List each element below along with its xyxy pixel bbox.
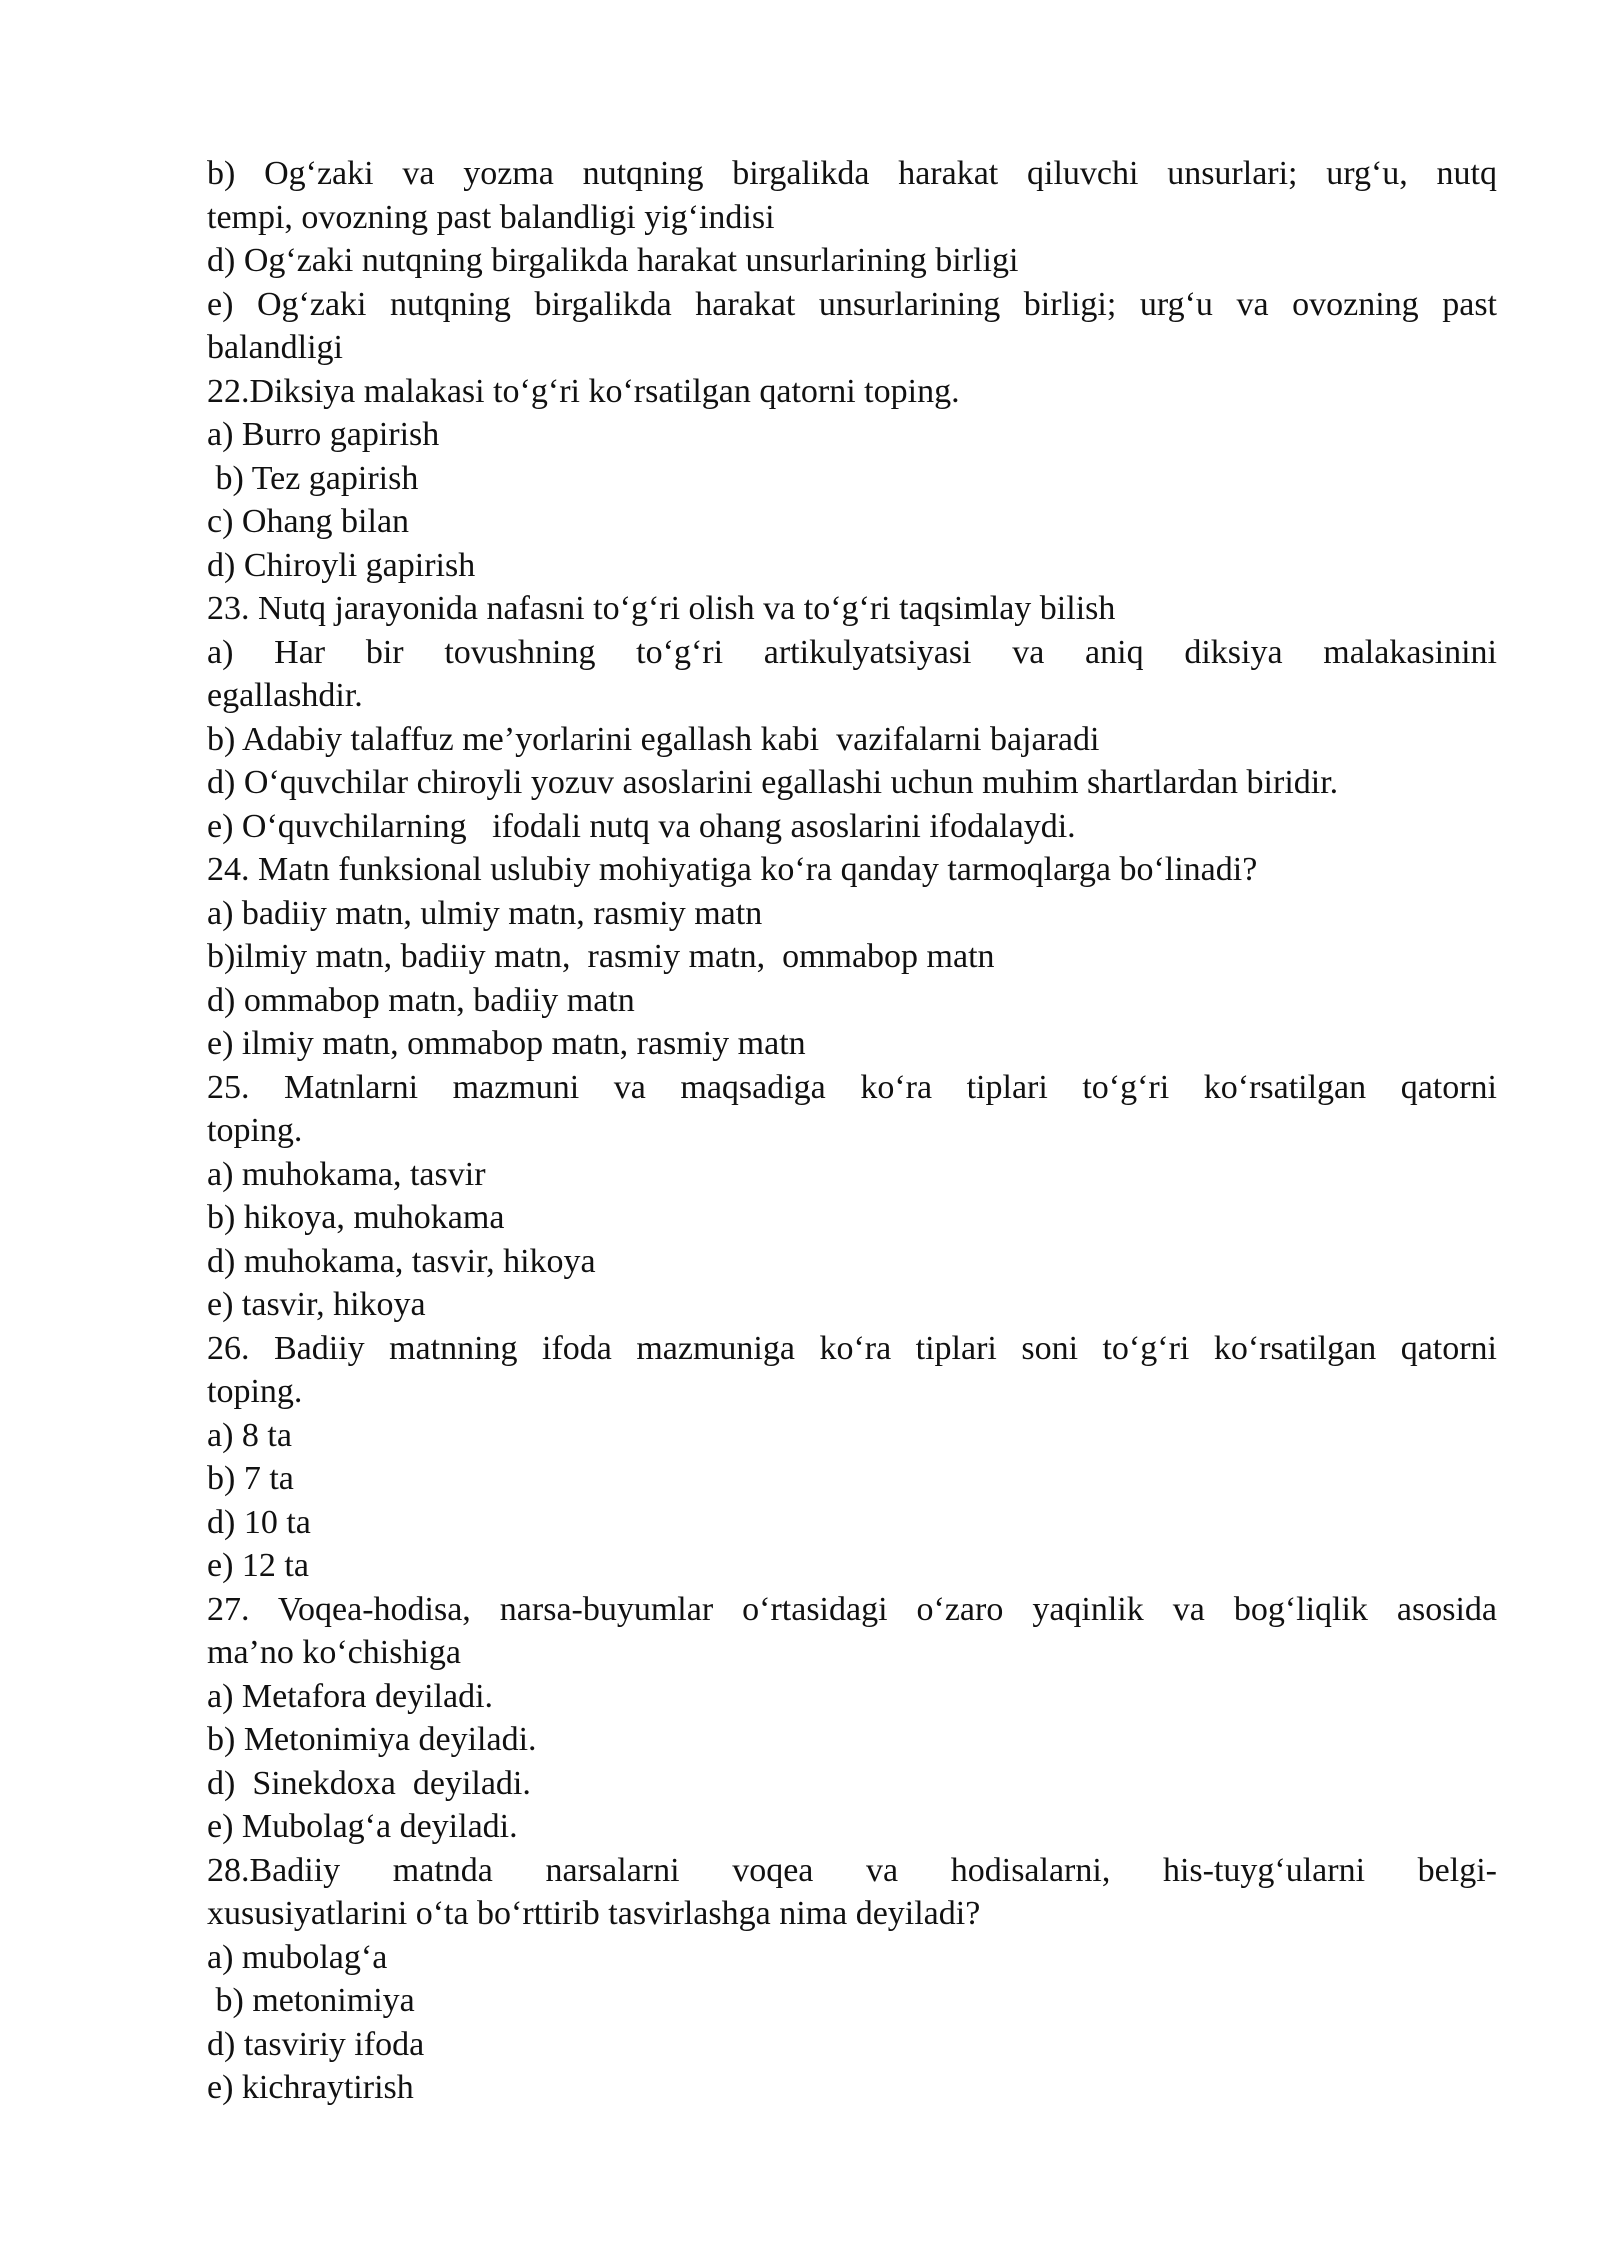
text-line: balandligi xyxy=(207,329,343,366)
text-line: a) 8 ta xyxy=(207,1416,292,1454)
text-line: a) badiiy matn, ulmiy matn, rasmiy matn xyxy=(207,894,763,932)
text-line: b) Og‘zaki va yozma nutqning birgalikda harakat qiluvchi unsurlari; urg‘u, nutq xyxy=(207,155,1497,192)
text-line: e) Mubolag‘a deyiladi. xyxy=(207,1808,518,1845)
text-line: ma’no ko‘chishiga xyxy=(207,1634,461,1671)
text-line: e) Og‘zaki nutqning birgalikda harakat unsurlarining birligi; urg‘u va ovozning past xyxy=(207,285,1497,323)
text-line: 25. Matnlarni mazmuni va maqsadiga ko‘ra tiplari to‘g‘ri ko‘rsatilgan qatorni xyxy=(207,1068,1497,1106)
text-line: 22.Diksiya malakasi to‘g‘ri ko‘rsatilgan qatorni toping. xyxy=(207,372,960,410)
text-line: e) kichraytirish xyxy=(207,2069,414,2106)
text-line: xususiyatlarini o‘ta bo‘rttirib tasvirlashga nima deyiladi? xyxy=(207,1895,981,1932)
text-line: d) Chiroyli gapirish xyxy=(207,546,476,584)
text-line: e) tasvir, hikoya xyxy=(207,1286,426,1323)
text-line: d) muhokama, tasvir, hikoya xyxy=(207,1242,596,1280)
text-line: b) Adabiy talaffuz me’yorlarini egallash kabi vazifalarni bajaradi xyxy=(207,720,1100,758)
text-line: b) Tez gapirish xyxy=(207,459,419,497)
text-line: e) ilmiy matn, ommabop matn, rasmiy matn xyxy=(207,1025,806,1062)
text-line: e) O‘quvchilarning ifodali nutq va ohang asoslarini ifodalaydi. xyxy=(207,807,1076,845)
text-line: 28.Badiiy matnda narsalarni voqea va hodisalarni, his-tuyg‘ularni belgi- xyxy=(207,1851,1497,1889)
text-line: d) 10 ta xyxy=(207,1503,311,1541)
text-line: 27. Voqea-hodisa, narsa-buyumlar o‘rtasidagi o‘zaro yaqinlik va bog‘liqlik asosida xyxy=(207,1590,1497,1628)
text-line: a) muhokama, tasvir xyxy=(207,1155,486,1193)
text-line: tempi, ovozning past balandligi yig‘indisi xyxy=(207,198,775,236)
text-line: d) O‘quvchilar chiroyli yozuv asoslarini egallashi uchun muhim shartlardan biridir. xyxy=(207,764,1339,801)
text-line: a) Burro gapirish xyxy=(207,416,440,453)
text-line: a) Metafora deyiladi. xyxy=(207,1677,494,1715)
text-line: b) Metonimiya deyiladi. xyxy=(207,1721,537,1758)
text-line: 23. Nutq jarayonida nafasni to‘g‘ri olish va to‘g‘ri taqsimlay bilish xyxy=(207,590,1116,627)
text-line: b) metonimiya xyxy=(207,1982,415,2019)
text-line: 24. Matn funksional uslubiy mohiyatiga ko‘ra qanday tarmoqlarga bo‘linadi? xyxy=(207,851,1258,888)
text-line: b) hikoya, muhokama xyxy=(207,1199,505,1236)
text-line: 26. Badiiy matnning ifoda mazmuniga ko‘ra tiplari soni to‘g‘ri ko‘rsatilgan qatorni xyxy=(207,1329,1497,1367)
text-line: c) Ohang bilan xyxy=(207,503,410,540)
text-line: d) Sinekdoxa deyiladi. xyxy=(207,1764,531,1802)
text-line: d) Og‘zaki nutqning birgalikda harakat unsurlarining birligi xyxy=(207,242,1019,279)
text-line: d) tasviriy ifoda xyxy=(207,2025,425,2063)
text-line: toping. xyxy=(207,1373,303,1410)
document-page xyxy=(207,152,1497,2110)
text-line: b) 7 ta xyxy=(207,1460,294,1497)
text-line: a) mubolag‘a xyxy=(207,1938,388,1976)
text-line: egallashdir. xyxy=(207,677,363,714)
text-line: d) ommabop matn, badiiy matn xyxy=(207,981,635,1019)
text-line: e) 12 ta xyxy=(207,1547,309,1584)
text-line: b)ilmiy matn, badiiy matn, rasmiy matn, ommabop matn xyxy=(207,938,995,975)
text-line: toping. xyxy=(207,1112,303,1149)
text-line: a) Har bir tovushning to‘g‘ri artikulyatsiyasi va aniq diksiya malakasinini xyxy=(207,633,1497,671)
